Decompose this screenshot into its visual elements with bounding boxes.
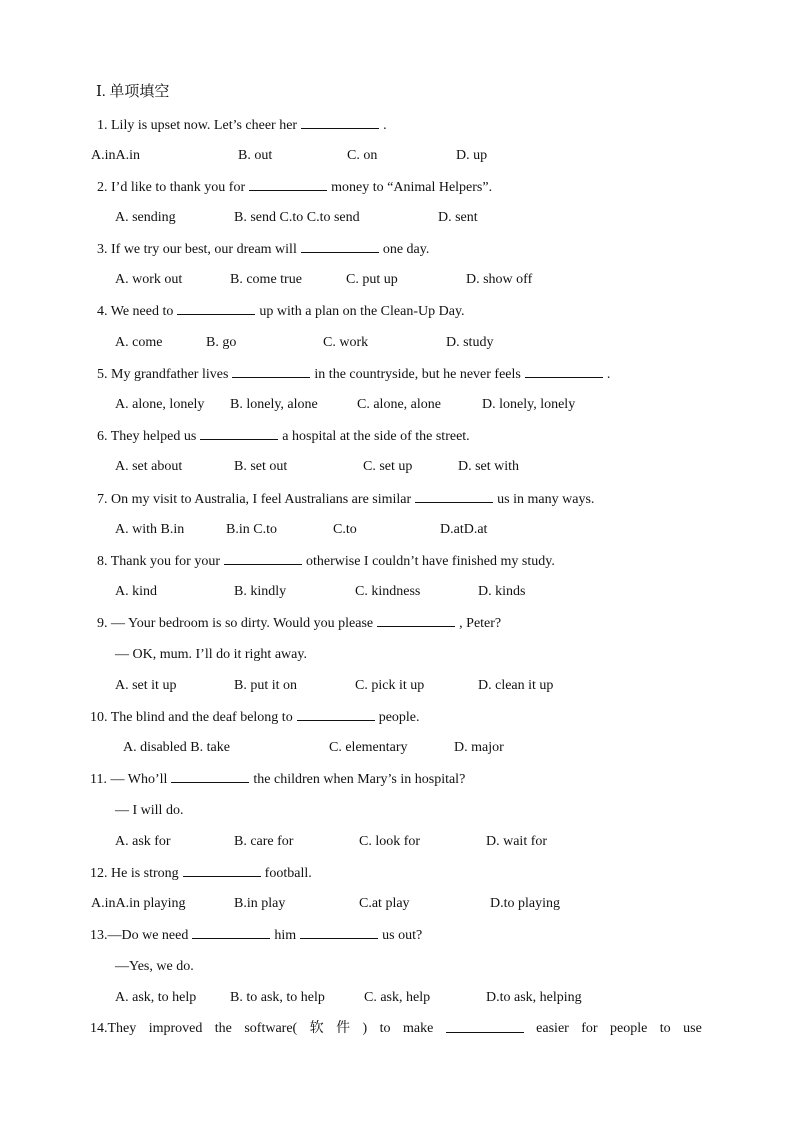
answer-blank[interactable] (224, 552, 302, 565)
answer-blank[interactable] (301, 240, 379, 253)
option-d[interactable]: D. wait for (486, 834, 548, 849)
question-text: 6. They helped us (97, 429, 197, 444)
option-b[interactable]: B. to ask, to help (230, 990, 325, 1005)
option-a[interactable]: A. work out (115, 272, 183, 287)
option-b[interactable]: B. care for (234, 834, 294, 849)
option-d[interactable]: D. kinds (478, 584, 526, 599)
answer-blank[interactable] (200, 427, 278, 440)
question-text-end: the children when Mary’s in hospital? (253, 772, 466, 787)
question-9 (97, 614, 501, 633)
section-heading: Ⅰ. 单项填空 (96, 84, 170, 100)
option-b[interactable]: B. out (238, 148, 273, 163)
option-d[interactable]: D. sent (438, 210, 478, 225)
question-text-mid: him (274, 928, 297, 943)
question-text-end: one day. (382, 242, 430, 257)
option-c[interactable]: C. alone, alone (357, 397, 441, 412)
question-text: 9. — Your bedroom is so dirty. Would you please (97, 616, 374, 631)
option-a[interactable]: A. alone, lonely (115, 397, 205, 412)
question-word: easier (536, 1021, 569, 1036)
option-b[interactable]: B. put it on (234, 678, 298, 693)
option-b[interactable]: B. set out (234, 459, 288, 474)
question-word: ) (362, 1021, 368, 1036)
option-d[interactable]: D.to ask, helping (486, 990, 582, 1005)
question-text-end: . (383, 118, 387, 133)
question-text: 13.—Do we need (90, 928, 189, 943)
question-word: 软 (309, 1021, 324, 1036)
question-word: improved (148, 1021, 203, 1036)
question-text: 11. — Who’ll (90, 772, 168, 787)
question-text: 1. Lily is upset now. Let’s cheer her (97, 118, 298, 133)
question-word: 14.They (90, 1021, 137, 1036)
option-b[interactable]: B.in C.to (226, 522, 277, 537)
option-b[interactable]: B. send C.to C.to send (234, 210, 360, 225)
question-6 (97, 427, 470, 446)
answer-blank[interactable] (415, 490, 493, 503)
option-c[interactable]: C. pick it up (355, 678, 425, 693)
question-4 (97, 302, 465, 321)
question-word: to (379, 1021, 391, 1036)
option-d[interactable]: D. study (446, 335, 494, 350)
question-word: to (659, 1021, 671, 1036)
option-a[interactable]: A. set it up (115, 678, 177, 693)
answer-blank[interactable] (525, 365, 603, 378)
option-c[interactable]: C. put up (346, 272, 398, 287)
option-c[interactable]: C.to (333, 522, 357, 537)
question-text-end: money to “Animal Helpers”. (331, 180, 493, 195)
option-a[interactable]: A. with B.in (115, 522, 185, 537)
answer-blank[interactable] (300, 926, 378, 939)
question-text: 10. The blind and the deaf belong to (90, 710, 293, 725)
question-word: for (581, 1021, 598, 1036)
option-d[interactable]: D. clean it up (478, 678, 554, 693)
option-b[interactable]: B. kindly (234, 584, 287, 599)
option-a[interactable]: A.inA.in playing (91, 896, 186, 911)
question-text: 12. He is strong (90, 866, 179, 881)
question-text-end: a hospital at the side of the street. (282, 429, 470, 444)
dialogue-reply: — I will do. (115, 803, 184, 818)
option-a[interactable]: A. sending (115, 210, 176, 225)
option-b[interactable]: B.in play (234, 896, 286, 911)
question-text: 4. We need to (97, 304, 174, 319)
question-word: make (402, 1021, 434, 1036)
question-13 (90, 926, 422, 945)
question-word: software( (244, 1021, 298, 1036)
dialogue-reply: —Yes, we do. (115, 959, 194, 974)
question-word: the (214, 1021, 232, 1036)
answer-blank[interactable] (377, 614, 455, 627)
option-d[interactable]: D. up (456, 148, 488, 163)
option-a[interactable]: A. ask for (115, 834, 171, 849)
question-5 (97, 365, 610, 384)
answer-blank[interactable] (171, 770, 249, 783)
question-text: 5. My grandfather lives (97, 367, 229, 382)
question-text-end: , Peter? (459, 616, 502, 631)
question-text: 7. On my visit to Australia, I feel Australians are similar (97, 492, 412, 507)
answer-blank[interactable] (446, 1020, 524, 1033)
option-d[interactable]: D. major (454, 740, 504, 755)
option-c[interactable]: C. set up (363, 459, 413, 474)
option-d[interactable]: D.to playing (490, 896, 560, 911)
question-word: use (683, 1021, 702, 1036)
option-d[interactable]: D. lonely, lonely (482, 397, 576, 412)
option-b[interactable]: B. go (206, 335, 237, 350)
option-c[interactable]: C.at play (359, 896, 410, 911)
answer-blank[interactable] (301, 116, 379, 129)
question-3 (97, 240, 429, 259)
question-14 (90, 1020, 702, 1038)
question-10 (90, 708, 420, 727)
option-c[interactable]: C. ask, help (364, 990, 431, 1005)
answer-blank[interactable] (249, 178, 327, 191)
question-text: 3. If we try our best, our dream will (97, 242, 297, 257)
question-2 (97, 178, 492, 197)
option-c[interactable]: C. look for (359, 834, 421, 849)
option-a[interactable]: A. ask, to help (115, 990, 197, 1005)
option-a[interactable]: A. set about (115, 459, 183, 474)
question-word: people (610, 1021, 648, 1036)
option-c[interactable]: C. on (347, 148, 378, 163)
option-c[interactable]: C. kindness (355, 584, 421, 599)
question-11 (90, 770, 465, 789)
answer-blank[interactable] (177, 302, 255, 315)
question-text-end: otherwise I couldn’t have finished my study. (306, 554, 555, 569)
answer-blank[interactable] (232, 365, 310, 378)
option-d[interactable]: D.atD.at (440, 522, 488, 537)
option-b[interactable]: B. come true (230, 272, 302, 287)
question-text-end: . (606, 367, 611, 382)
question-text-end: up with a plan on the Clean-Up Day. (259, 304, 465, 319)
dialogue-reply: — OK, mum. I’ll do it right away. (115, 647, 307, 662)
option-a[interactable]: A. kind (115, 584, 157, 599)
question-text-end: football. (264, 866, 312, 881)
answer-blank[interactable] (297, 708, 375, 721)
option-a[interactable]: A. come (115, 335, 163, 350)
question-text-end: people. (378, 710, 420, 725)
option-c[interactable]: C. work (323, 335, 369, 350)
option-d[interactable]: D. show off (466, 272, 533, 287)
question-7 (97, 490, 594, 509)
option-a[interactable]: A.inA.in (91, 148, 140, 163)
question-word: 件 (336, 1021, 351, 1036)
option-b[interactable]: B. lonely, alone (230, 397, 318, 412)
question-text: 8. Thank you for your (97, 554, 220, 569)
question-text-mid: in the countryside, but he never feels (314, 367, 521, 382)
question-text-end: us in many ways. (497, 492, 595, 507)
question-12 (90, 864, 312, 883)
option-c[interactable]: C. elementary (329, 740, 408, 755)
question-1 (97, 116, 387, 135)
option-d[interactable]: D. set with (458, 459, 520, 474)
answer-blank[interactable] (192, 926, 270, 939)
option-a[interactable]: A. disabled B. take (123, 740, 230, 755)
question-8 (97, 552, 555, 571)
question-text: 2. I’d like to thank you for (97, 180, 246, 195)
answer-blank[interactable] (183, 864, 261, 877)
question-text-end: us out? (382, 928, 423, 943)
